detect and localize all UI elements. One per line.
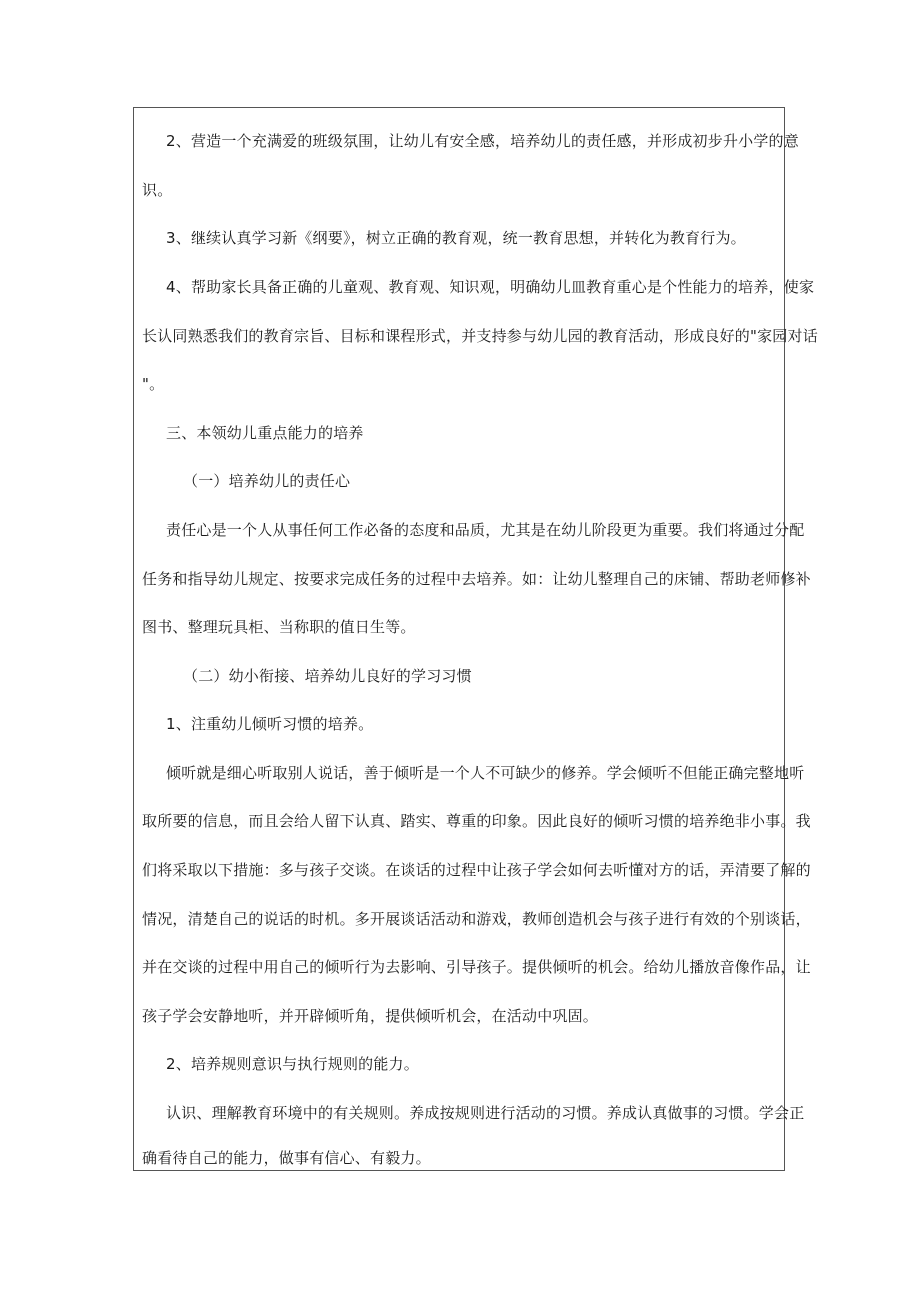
listening-paragraph-line-2: 取所要的信息，而且会给人留下认真、踏实、尊重的印象。因此良好的倾听习惯的培养绝非小事。我 xyxy=(142,812,811,830)
paragraph-item-4-line-1: 4、帮助家长具备正确的儿童观、教育观、知识观，明确幼儿皿教育重心是个性能力的培养，使家 xyxy=(166,278,815,296)
listening-heading: 1、注重幼儿倾听习惯的培养。 xyxy=(166,715,374,733)
listening-paragraph-line-3: 们将采取以下措施：多与孩子交谈。在谈话的过程中让孩子学会如何去听懂对方的话，弄清要了解的 xyxy=(142,861,811,879)
paragraph-item-4-line-2: 长认同熟悉我们的教育宗旨、目标和课程形式，并支持参与幼儿园的教育活动，形成良好的"家园对话 xyxy=(142,327,818,345)
paragraph-item-4-line-3: "。 xyxy=(142,375,165,393)
subsection-heading-1: （一）培养幼儿的责任心 xyxy=(183,472,351,490)
listening-paragraph-line-6: 孩子学会安静地听，并开辟倾听角，提供倾听机会，在活动中巩固。 xyxy=(142,1007,599,1025)
rules-paragraph-line-1: 认识、理解教育环境中的有关规则。养成按规则进行活动的习惯。养成认真做事的习惯。学会正 xyxy=(166,1104,805,1122)
paragraph-item-2-line-1: 2、营造一个充满爱的班级氛围，让幼儿有安全感，培养幼儿的责任感，并形成初步升小学的意 xyxy=(166,132,799,150)
listening-paragraph-line-5: 并在交谈的过程中用自己的倾听行为去影响、引导孩子。提供倾听的机会。给幼儿播放音像作品，让 xyxy=(142,958,811,976)
responsibility-paragraph-line-1: 责任心是一个人从事任何工作必备的态度和品质，尤其是在幼儿阶段更为重要。我们将通过分配 xyxy=(166,521,805,539)
listening-paragraph-line-1: 倾听就是细心听取别人说话，善于倾听是一个人不可缺少的修养。学会倾听不但能正确完整地听 xyxy=(166,764,805,782)
paragraph-item-2-line-2: 识。 xyxy=(142,181,173,199)
responsibility-paragraph-line-3: 图书、整理玩具柜、当称职的值日生等。 xyxy=(142,618,416,636)
rules-paragraph-line-2: 确看待自己的能力，做事有信心、有毅力。 xyxy=(142,1149,431,1167)
rules-heading: 2、培养规则意识与执行规则的能力。 xyxy=(166,1055,419,1073)
section-heading-3: 三、本领幼儿重点能力的培养 xyxy=(166,424,364,442)
subsection-heading-2: （二）幼小衔接、培养幼儿良好的学习习惯 xyxy=(183,667,472,685)
responsibility-paragraph-line-2: 任务和指导幼儿规定、按要求完成任务的过程中去培养。如：让幼儿整理自己的床铺、帮助老师修补 xyxy=(142,570,811,588)
listening-paragraph-line-4: 情况，清楚自己的说话的时机。多开展谈话活动和游戏，教师创造机会与孩子进行有效的个别谈话， xyxy=(142,910,811,928)
paragraph-item-3: 3、继续认真学习新《纲要》，树立正确的教育观，统一教育思想，并转化为教育行为。 xyxy=(166,229,746,247)
